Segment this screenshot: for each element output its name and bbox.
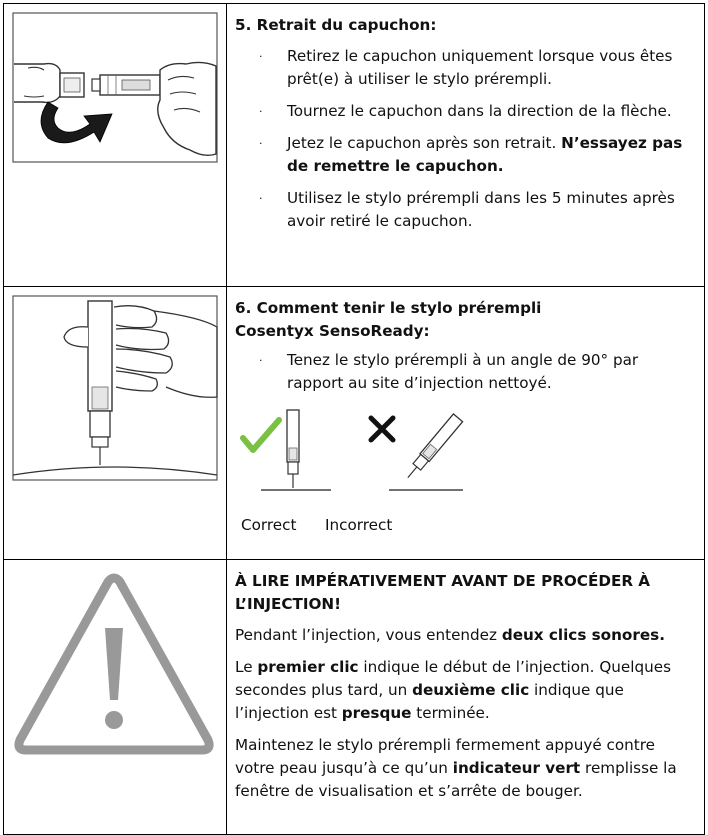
bullet-dot: · [259, 354, 263, 367]
text-run: indique que l’injection est [235, 681, 624, 722]
bullet-item [235, 349, 698, 395]
bold-run: deuxième clic [412, 681, 530, 699]
bullet-dot: · [259, 137, 263, 150]
bullet-text: Tenez le stylo prérempli à un angle de 90° par rapport au site d’injection nettoyé. [287, 351, 639, 392]
incorrect-angle-figure [359, 404, 479, 504]
step-6-heading [235, 297, 698, 343]
angle-figures [235, 404, 698, 504]
bullet-text-bold: N’essayez pas de remettre le capuchon. [287, 134, 683, 175]
warning-triangle-icon [4, 560, 226, 830]
bullet-item [235, 100, 698, 123]
step-6-illustration-cell [4, 287, 227, 560]
warning-heading: À LIRE IMPÉRATIVEMENT AVANT DE PROCÉDER À L’INJECTION! [235, 572, 651, 613]
incorrect-caption: Incorrect [325, 516, 393, 534]
step-6-row [4, 287, 705, 560]
bullet-text: Utilisez le stylo prérempli dans les 5 minutes après avoir retiré le capuchon. [287, 189, 675, 230]
pen-holding-illustration [4, 287, 226, 555]
bullet-text: Retirez le capuchon uniquement lorsque vous êtes prêt(e) à utiliser le stylo prérempli. [287, 47, 673, 88]
text-run: Maintenez le stylo prérempli fermement appuyé contre votre peau jusqu’à ce qu’un [235, 736, 655, 777]
bold-run: deux clics sonores. [501, 626, 665, 644]
correct-angle-figure [235, 404, 355, 504]
bullet-item [235, 132, 698, 178]
step-5-illustration-cell [4, 4, 227, 287]
text-run: indique le début de l’injection. Quelques secondes plus tard, un [235, 658, 672, 699]
step-5-heading: 5. Retrait du capuchon: [235, 16, 437, 34]
step-6-heading-line1: 6. Comment tenir le stylo prérempli [235, 299, 542, 317]
checkmark-icon [243, 420, 279, 450]
bullet-dot: · [259, 50, 263, 63]
cross-icon [371, 418, 393, 440]
bullet-item [235, 45, 698, 91]
warning-illustration-cell [4, 560, 227, 835]
text-run: terminée. [411, 704, 490, 722]
step-6-heading-line2: Cosentyx SensoReady: [235, 322, 430, 340]
bullet-text-plain: Jetez le capuchon après son retrait. [287, 134, 562, 152]
bullet-text [287, 132, 698, 178]
warning-para-1 [235, 624, 698, 647]
bold-run: presque [341, 704, 412, 722]
text-run: Le [235, 658, 258, 676]
step-6-text-cell [227, 287, 705, 560]
warning-para-3 [235, 734, 698, 803]
text-run: Pendant l’injection, vous entendez [235, 626, 502, 644]
step-5-row [4, 4, 705, 287]
bold-run: indicateur vert [452, 759, 581, 777]
bold-run: premier clic [257, 658, 359, 676]
text-run: remplisse la fenêtre de visualisation et s’arrête de bouger. [235, 759, 677, 800]
bullet-text: Tournez le capuchon dans la direction de la flèche. [287, 102, 672, 120]
step-5-text-cell [227, 4, 705, 287]
bullet-dot: · [259, 192, 263, 205]
warning-para-2 [235, 656, 698, 725]
warning-row [4, 560, 705, 835]
warning-text-cell [227, 560, 705, 835]
bullet-dot: · [259, 105, 263, 118]
bullet-item [235, 187, 698, 233]
correct-caption: Correct [241, 516, 297, 534]
angle-captions [235, 514, 698, 537]
cap-removal-illustration [4, 4, 226, 282]
instructions-table [3, 3, 705, 835]
